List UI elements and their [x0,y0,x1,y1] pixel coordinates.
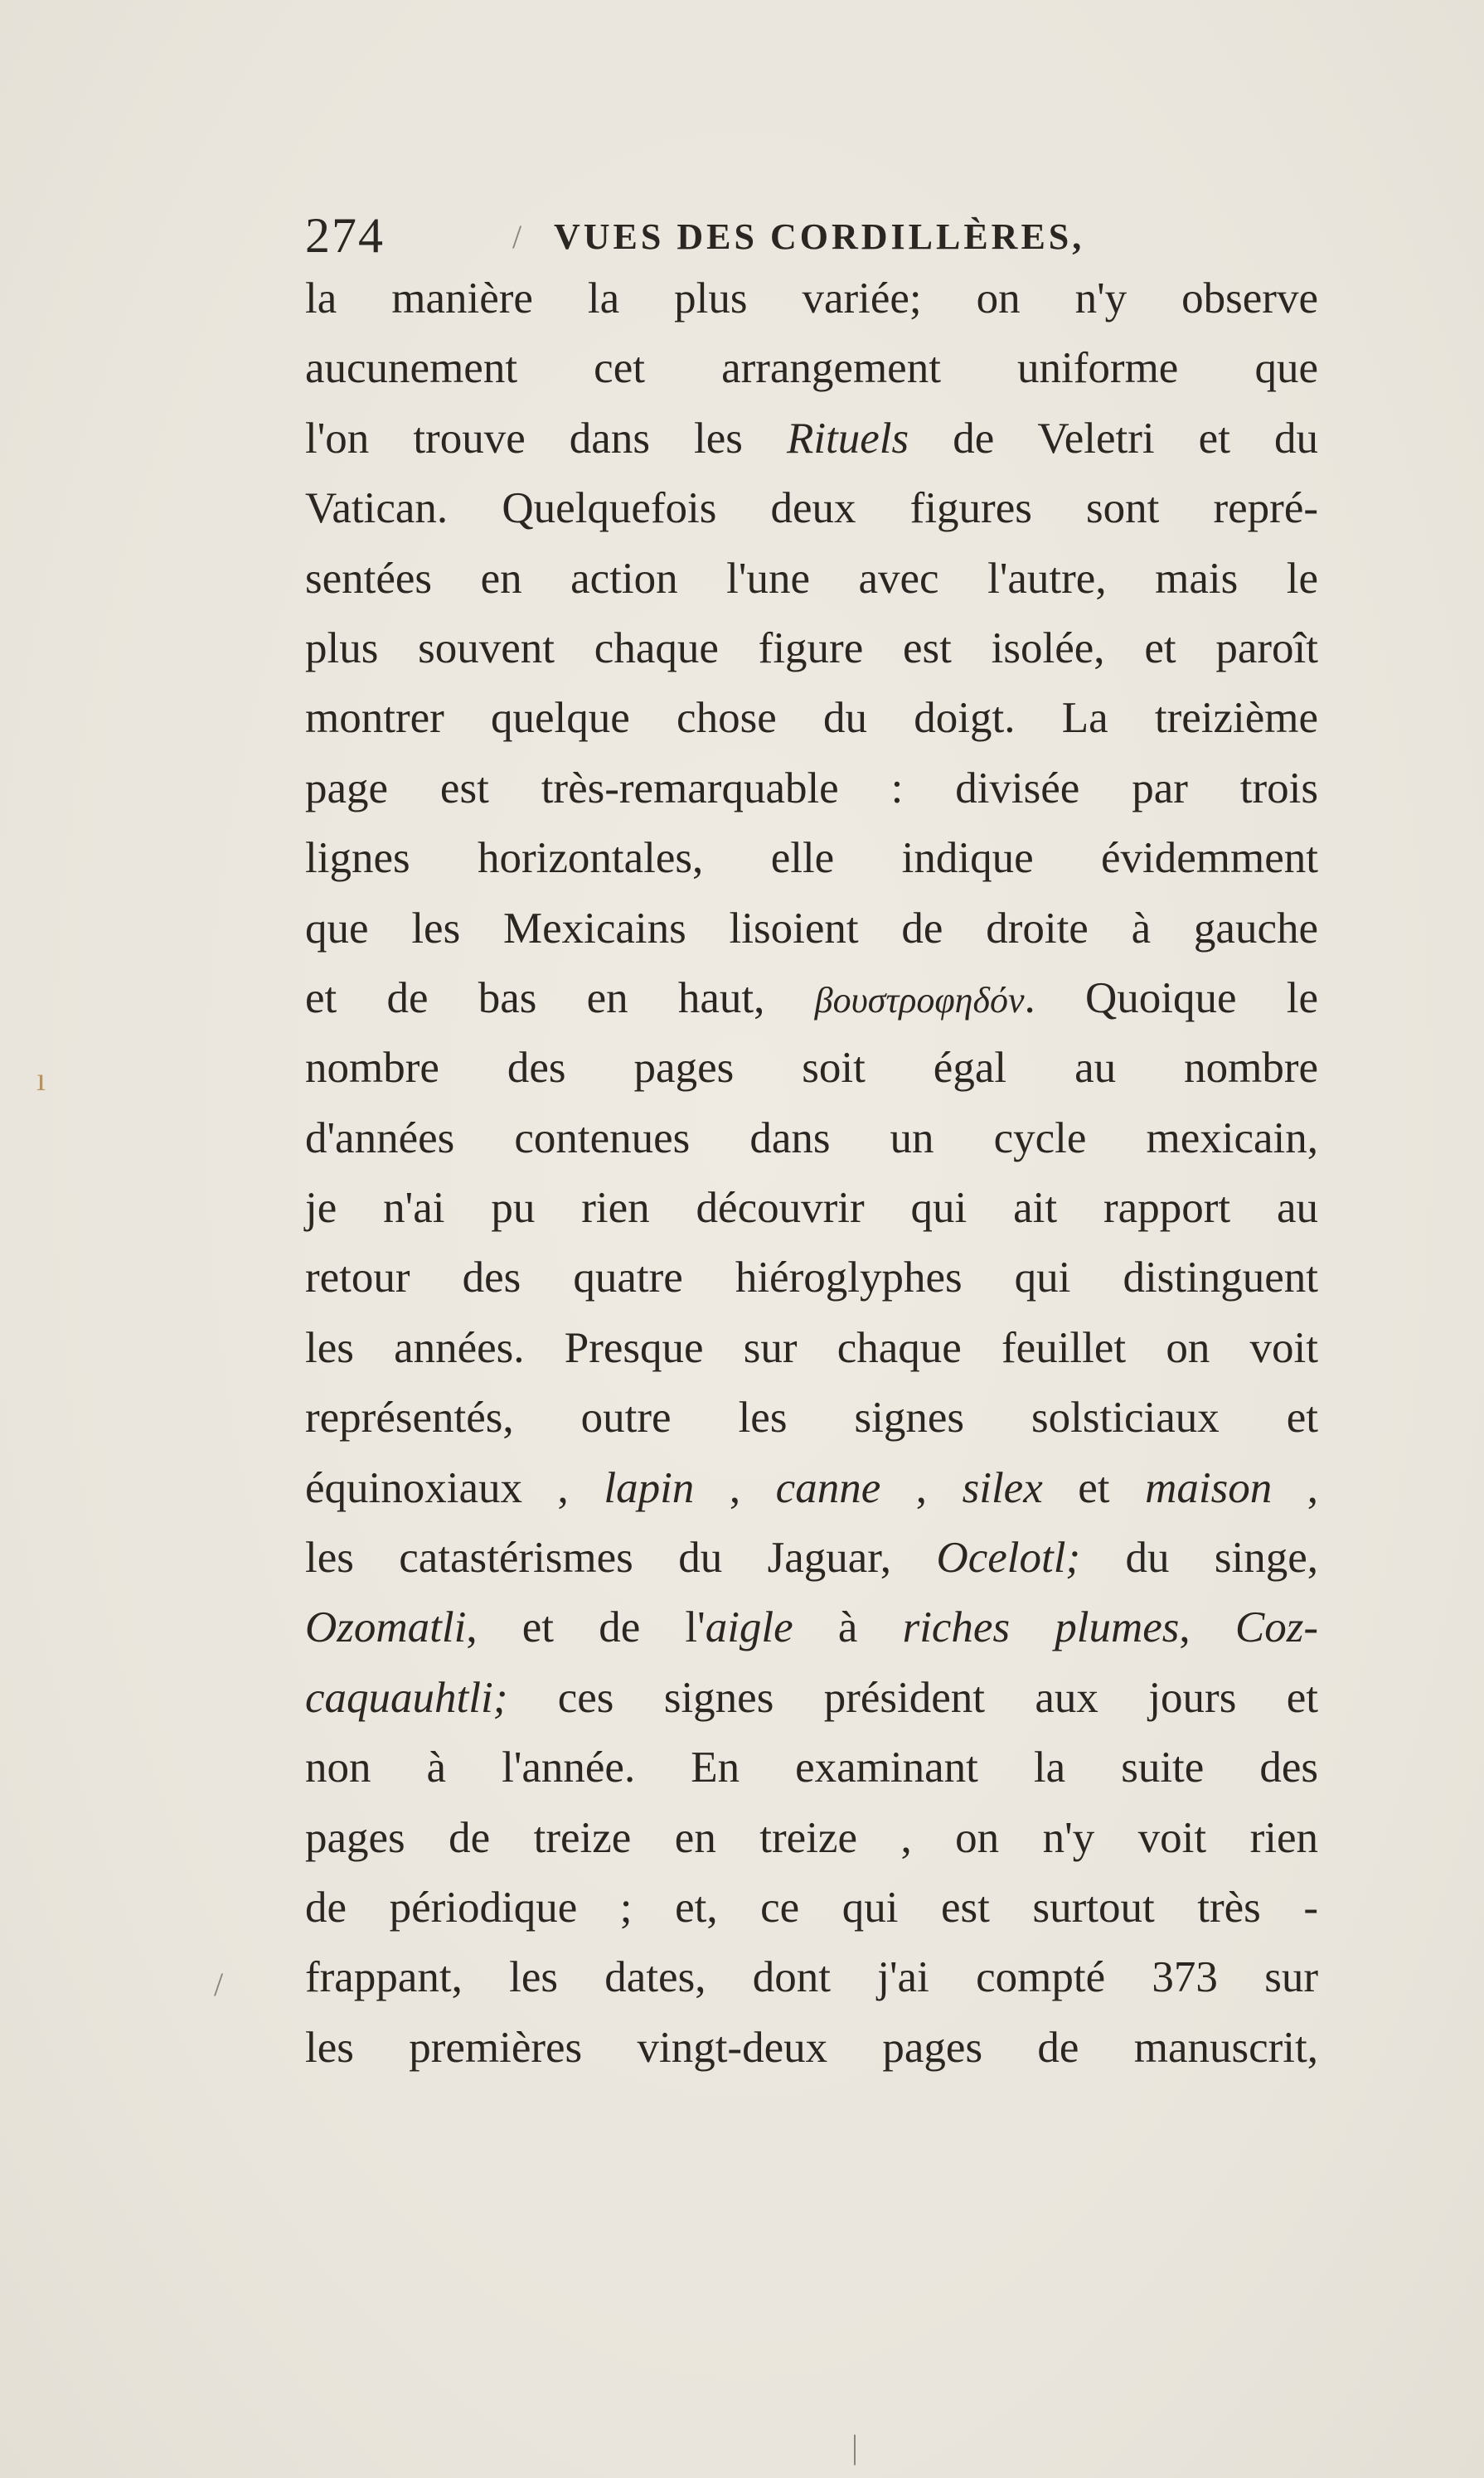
print-blemish: | [851,2428,859,2466]
text-line: les années. Presque sur chaque feuillet on voit [305,1323,1318,1372]
text-line: lignes horizontales, elle indique évidemment [305,834,1318,883]
italic-term: Rituels [786,414,909,463]
text-line: sentées en action l'une avec l'autre, mais le [305,554,1318,603]
italic-term: Coz- [1234,1603,1318,1652]
page-number: 274 [305,208,385,263]
text-line: nombre des pages soit égal au nombre [305,1044,1318,1093]
italic-term: Ocelotl; [936,1534,1081,1583]
italic-term: Ozomatli [305,1603,467,1652]
text-line: caquauhtli; ces signes président aux jours et [305,1673,1318,1722]
text-line: aucunement cet arrangement uniforme que [305,344,1318,393]
text-line: d'années contenues dans un cycle mexicain, [305,1113,1318,1162]
italic-term: riches plumes [902,1603,1180,1652]
text-line: montrer quelque chose du doigt. La treizième [305,694,1318,743]
text-line: les catastérismes du Jaguar, Ocelotl; du singe, [305,1534,1318,1583]
italic-term: caquauhtli; [305,1673,508,1722]
text-line: Vatican. Quelquefois deux figures sont repré- [305,484,1318,533]
italic-term: lapin [604,1463,695,1512]
print-blemish: / [512,218,522,255]
text-line: l'on trouve dans les Rituels de Veletri et du [305,414,1318,463]
text-line: retour des quatre hiéroglyphes qui distinguent [305,1254,1318,1302]
text-line: représentés, outre les signes solsticiaux et [305,1394,1318,1443]
print-blemish: / [214,1966,224,2003]
text-line: équinoxiaux , lapin , canne , silex et maison , [305,1463,1319,1512]
body-text [305,264,1318,2083]
text-line: la manière la plus variée; on n'y observe [305,274,1318,322]
italic-term: canne [775,1463,881,1512]
running-title: VUES DES CORDILLÈRES, [554,216,1085,257]
text-line: de périodique ; et, ce qui est surtout très - [305,1883,1318,1932]
text-line: page est très-remarquable : divisée par trois [305,764,1318,812]
italic-term: maison [1145,1463,1273,1512]
text-line: les premières vingt-deux pages de manuscrit, [305,2023,1318,2072]
italic-term: aigle [705,1603,793,1652]
text-line: pages de treize en treize , on n'y voit rien [305,1813,1318,1862]
text-line: frappant, les dates, dont j'ai compté 373 sur [305,1953,1318,2002]
greek-word: βουστροφηδόν [814,979,1025,1021]
text-line: et de bas en haut, βουστροφηδόν. Quoique le [305,973,1318,1022]
text-line: non à l'année. En examinant la suite des [305,1743,1318,1792]
italic-term: silex [962,1463,1043,1512]
text-line: plus souvent chaque figure est isolée, et paroît [305,623,1318,672]
print-blemish: ı [36,1060,46,1098]
text-line: Ozomatli, et de l'aigle à riches plumes, Coz- [305,1603,1318,1652]
text-line: que les Mexicains lisoient de droite à gauche [305,904,1318,953]
text-line: je n'ai pu rien découvrir qui ait rapport au [305,1184,1318,1233]
